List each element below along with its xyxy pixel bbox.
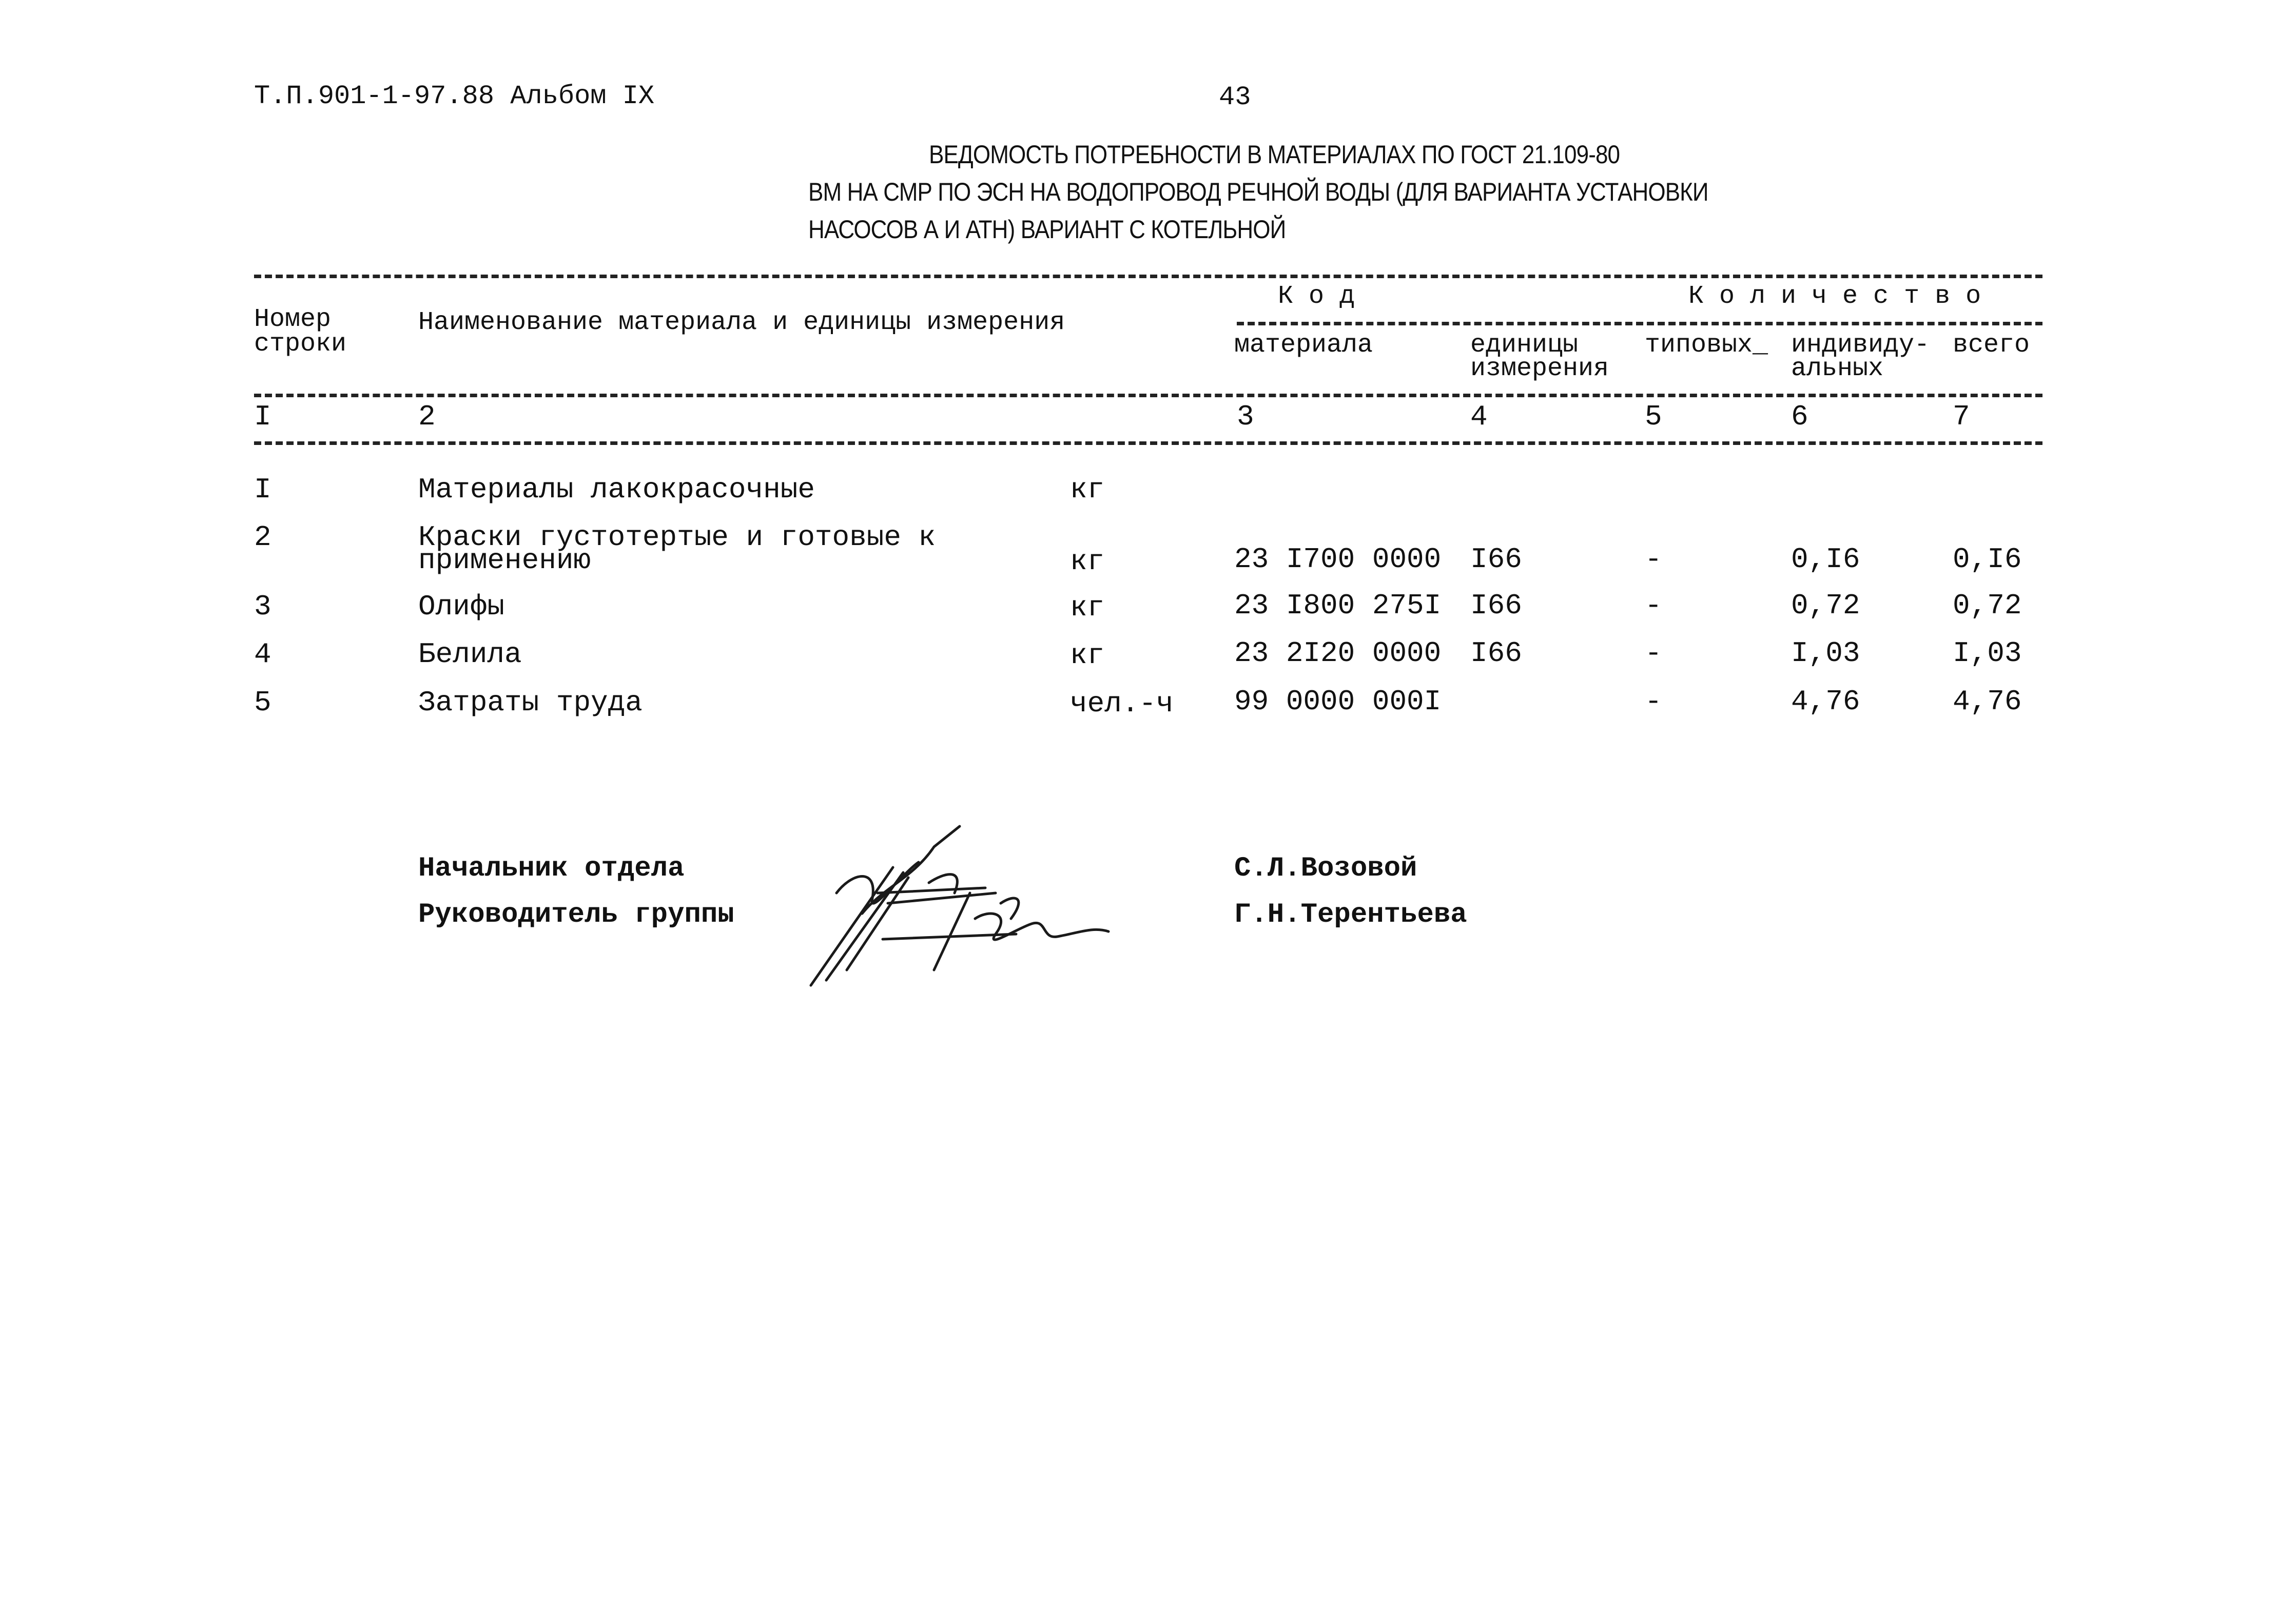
head-of-department-title: Начальник отдела	[418, 853, 685, 884]
unit: кг	[1070, 591, 1105, 624]
title-line-1: ВЕДОМОСТЬ ПОТРЕБНОСТИ В МАТЕРИАЛАХ ПО ГОСТ 21.109-80	[929, 140, 1620, 169]
unit-code: I66	[1470, 589, 1522, 622]
header-qty-typical: типовых_	[1645, 331, 1768, 360]
handwritten-signature	[801, 816, 1170, 996]
header-group-rule	[1237, 322, 2042, 325]
table-top-rule	[254, 275, 2042, 278]
qty-typical: -	[1645, 637, 1662, 670]
head-of-department-name: С.Л.Возовой	[1234, 853, 1417, 884]
unit: кг	[1070, 473, 1105, 506]
material-name: Затраты труда	[418, 686, 643, 719]
row-number: 4	[254, 638, 271, 671]
unit-code: I66	[1470, 637, 1522, 670]
header-bottom-rule	[254, 394, 2042, 397]
qty-total: 0,72	[1953, 589, 2022, 622]
qty-typical: -	[1645, 685, 1662, 718]
group-leader-title: Руководитель группы	[418, 899, 734, 930]
row-number: I	[254, 473, 271, 506]
material-name: Белила	[418, 638, 522, 671]
page-number: 43	[1219, 82, 1251, 112]
document-reference: Т.П.901-1-97.88 Альбом IX	[254, 81, 655, 111]
unit: кг	[1070, 639, 1105, 672]
unit-code: I66	[1470, 543, 1522, 576]
material-name: Материалы лакокрасочные	[418, 473, 815, 506]
unit: чел.-ч	[1070, 687, 1174, 720]
qty-total: I,03	[1953, 637, 2022, 670]
header-code-group: К о д	[1278, 282, 1355, 311]
unit: кг	[1070, 545, 1105, 578]
group-leader-name: Г.Н.Терентьева	[1234, 899, 1467, 930]
material-name-cont: применению	[418, 544, 591, 577]
material-code: 23 I700 0000	[1234, 543, 1442, 576]
material-code: 23 I800 275I	[1234, 589, 1442, 622]
qty-individual: 0,I6	[1791, 543, 1860, 576]
qty-individual: I,03	[1791, 637, 1860, 670]
material-code: 23 2I20 0000	[1234, 637, 1442, 670]
title-line-2: ВМ НА СМР ПО ЭСН НА ВОДОПРОВОД РЕЧНОЙ ВОДЫ (ДЛЯ ВАРИАНТА УСТАНОВКИ	[808, 178, 1708, 206]
material-name: Олифы	[418, 590, 505, 623]
qty-typical: -	[1645, 589, 1662, 622]
header-qty-individual-2: альных	[1791, 354, 1884, 383]
qty-typical: -	[1645, 543, 1662, 576]
column-number: 4	[1470, 400, 1488, 433]
column-number: 2	[418, 400, 436, 433]
row-number: 2	[254, 521, 271, 554]
header-row-number-1: Номер	[254, 305, 332, 334]
column-number: 5	[1645, 400, 1662, 433]
header-material-name: Наименование материала и единицы измерения	[418, 308, 1065, 337]
header-code-unit-2: измерения	[1470, 354, 1609, 383]
column-numbers-rule	[254, 441, 2042, 445]
column-number: 6	[1791, 400, 1808, 433]
column-number: 7	[1953, 400, 1970, 433]
header-quantity-group: К о л и ч е с т в о	[1688, 282, 1981, 311]
header-qty-total: всего	[1953, 331, 2030, 360]
row-number: 3	[254, 590, 271, 623]
column-number: 3	[1237, 400, 1254, 433]
title-line-3: НАСОСОВ А И АТН) ВАРИАНТ С КОТЕЛЬНОЙ	[808, 215, 1286, 244]
header-row-number-2: строки	[254, 329, 347, 359]
header-code-unit-1: единицы	[1470, 331, 1579, 360]
header-code-material: материала	[1234, 331, 1373, 360]
qty-individual: 0,72	[1791, 589, 1860, 622]
header-qty-individual-1: индивиду-	[1791, 331, 1930, 360]
qty-total: 4,76	[1953, 685, 2022, 718]
qty-individual: 4,76	[1791, 685, 1860, 718]
qty-total: 0,I6	[1953, 543, 2022, 576]
material-name: Краски густотертые и готовые к	[418, 521, 936, 554]
row-number: 5	[254, 686, 271, 719]
material-code: 99 0000 000I	[1234, 685, 1442, 718]
column-number: I	[254, 400, 271, 433]
